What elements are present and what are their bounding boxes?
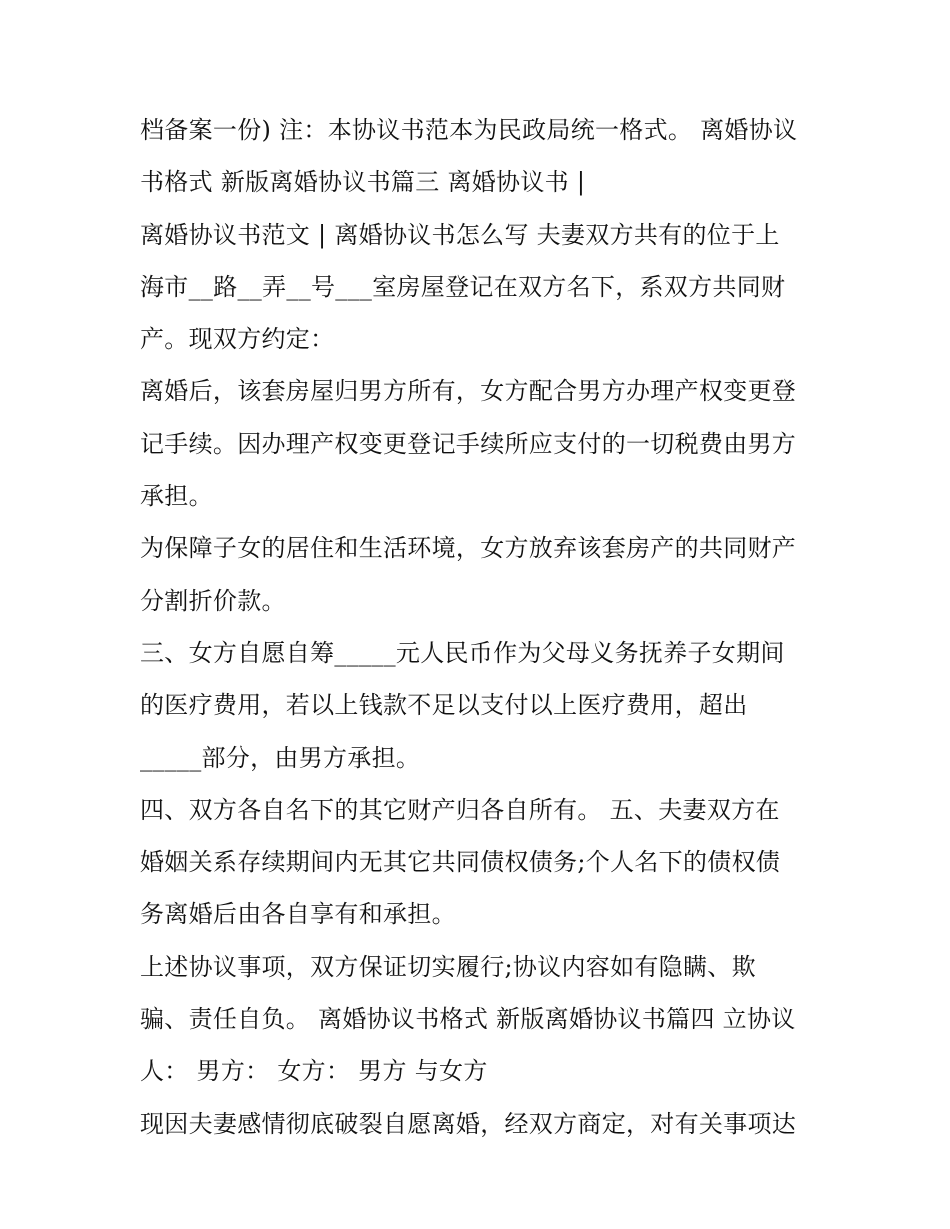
- text-line: 离婚协议书范文 | 离婚协议书怎么写 夫妻双方共有的位于上: [140, 220, 780, 249]
- text-line: 骗、责任自负。 离婚协议书格式 新版离婚协议书篇四 立协议: [140, 1005, 796, 1034]
- text-line: 海市__路__弄__号___室房屋登记在双方名下，系双方共同财: [140, 272, 786, 301]
- text-line: 四、双方各自名下的其它财产归各自所有。 五、夫妻双方在: [140, 795, 780, 824]
- text-line: 务离婚后由各自享有和承担。: [140, 900, 456, 929]
- text-line: 档备案一份) 注：本协议书范本为民政局统一格式。 离婚协议: [140, 116, 798, 144]
- document-body: [140, 108, 820, 1154]
- text-line: 三、女方自愿自筹_____元人民币作为父母义务抚养子女期间: [140, 638, 785, 667]
- text-line: _____部分，由男方承担。: [140, 743, 421, 772]
- text-line: 为保障子女的居住和生活环境，女方放弃该套房产的共同财产: [140, 534, 797, 563]
- text-line: 产。现双方约定：: [140, 325, 335, 354]
- text-line: 分割折价款。: [140, 586, 286, 615]
- text-line: 现因夫妻感情彻底破裂自愿离婚，经双方商定，对有关事项达: [140, 1109, 797, 1138]
- text-line: 婚姻关系存续期间内无其它共同债权债务;个人名下的债权债: [140, 848, 781, 877]
- text-line: 的医疗费用，若以上钱款不足以支付以上医疗费用，超出: [140, 691, 748, 720]
- text-line: 离婚后，该套房屋归男方所有，女方配合男方办理产权变更登: [140, 377, 797, 406]
- text-line: 承担。: [140, 482, 213, 511]
- text-line: 人： 男方： 女方： 男方 与女方: [140, 1057, 488, 1086]
- text-line: 记手续。因办理产权变更登记手续所应支付的一切税费由男方: [140, 429, 797, 458]
- text-line: 书格式 新版离婚协议书篇三 离婚协议书 |: [140, 168, 586, 197]
- text-line: 上述协议事项，双方保证切实履行;协议内容如有隐瞒、欺: [140, 952, 756, 981]
